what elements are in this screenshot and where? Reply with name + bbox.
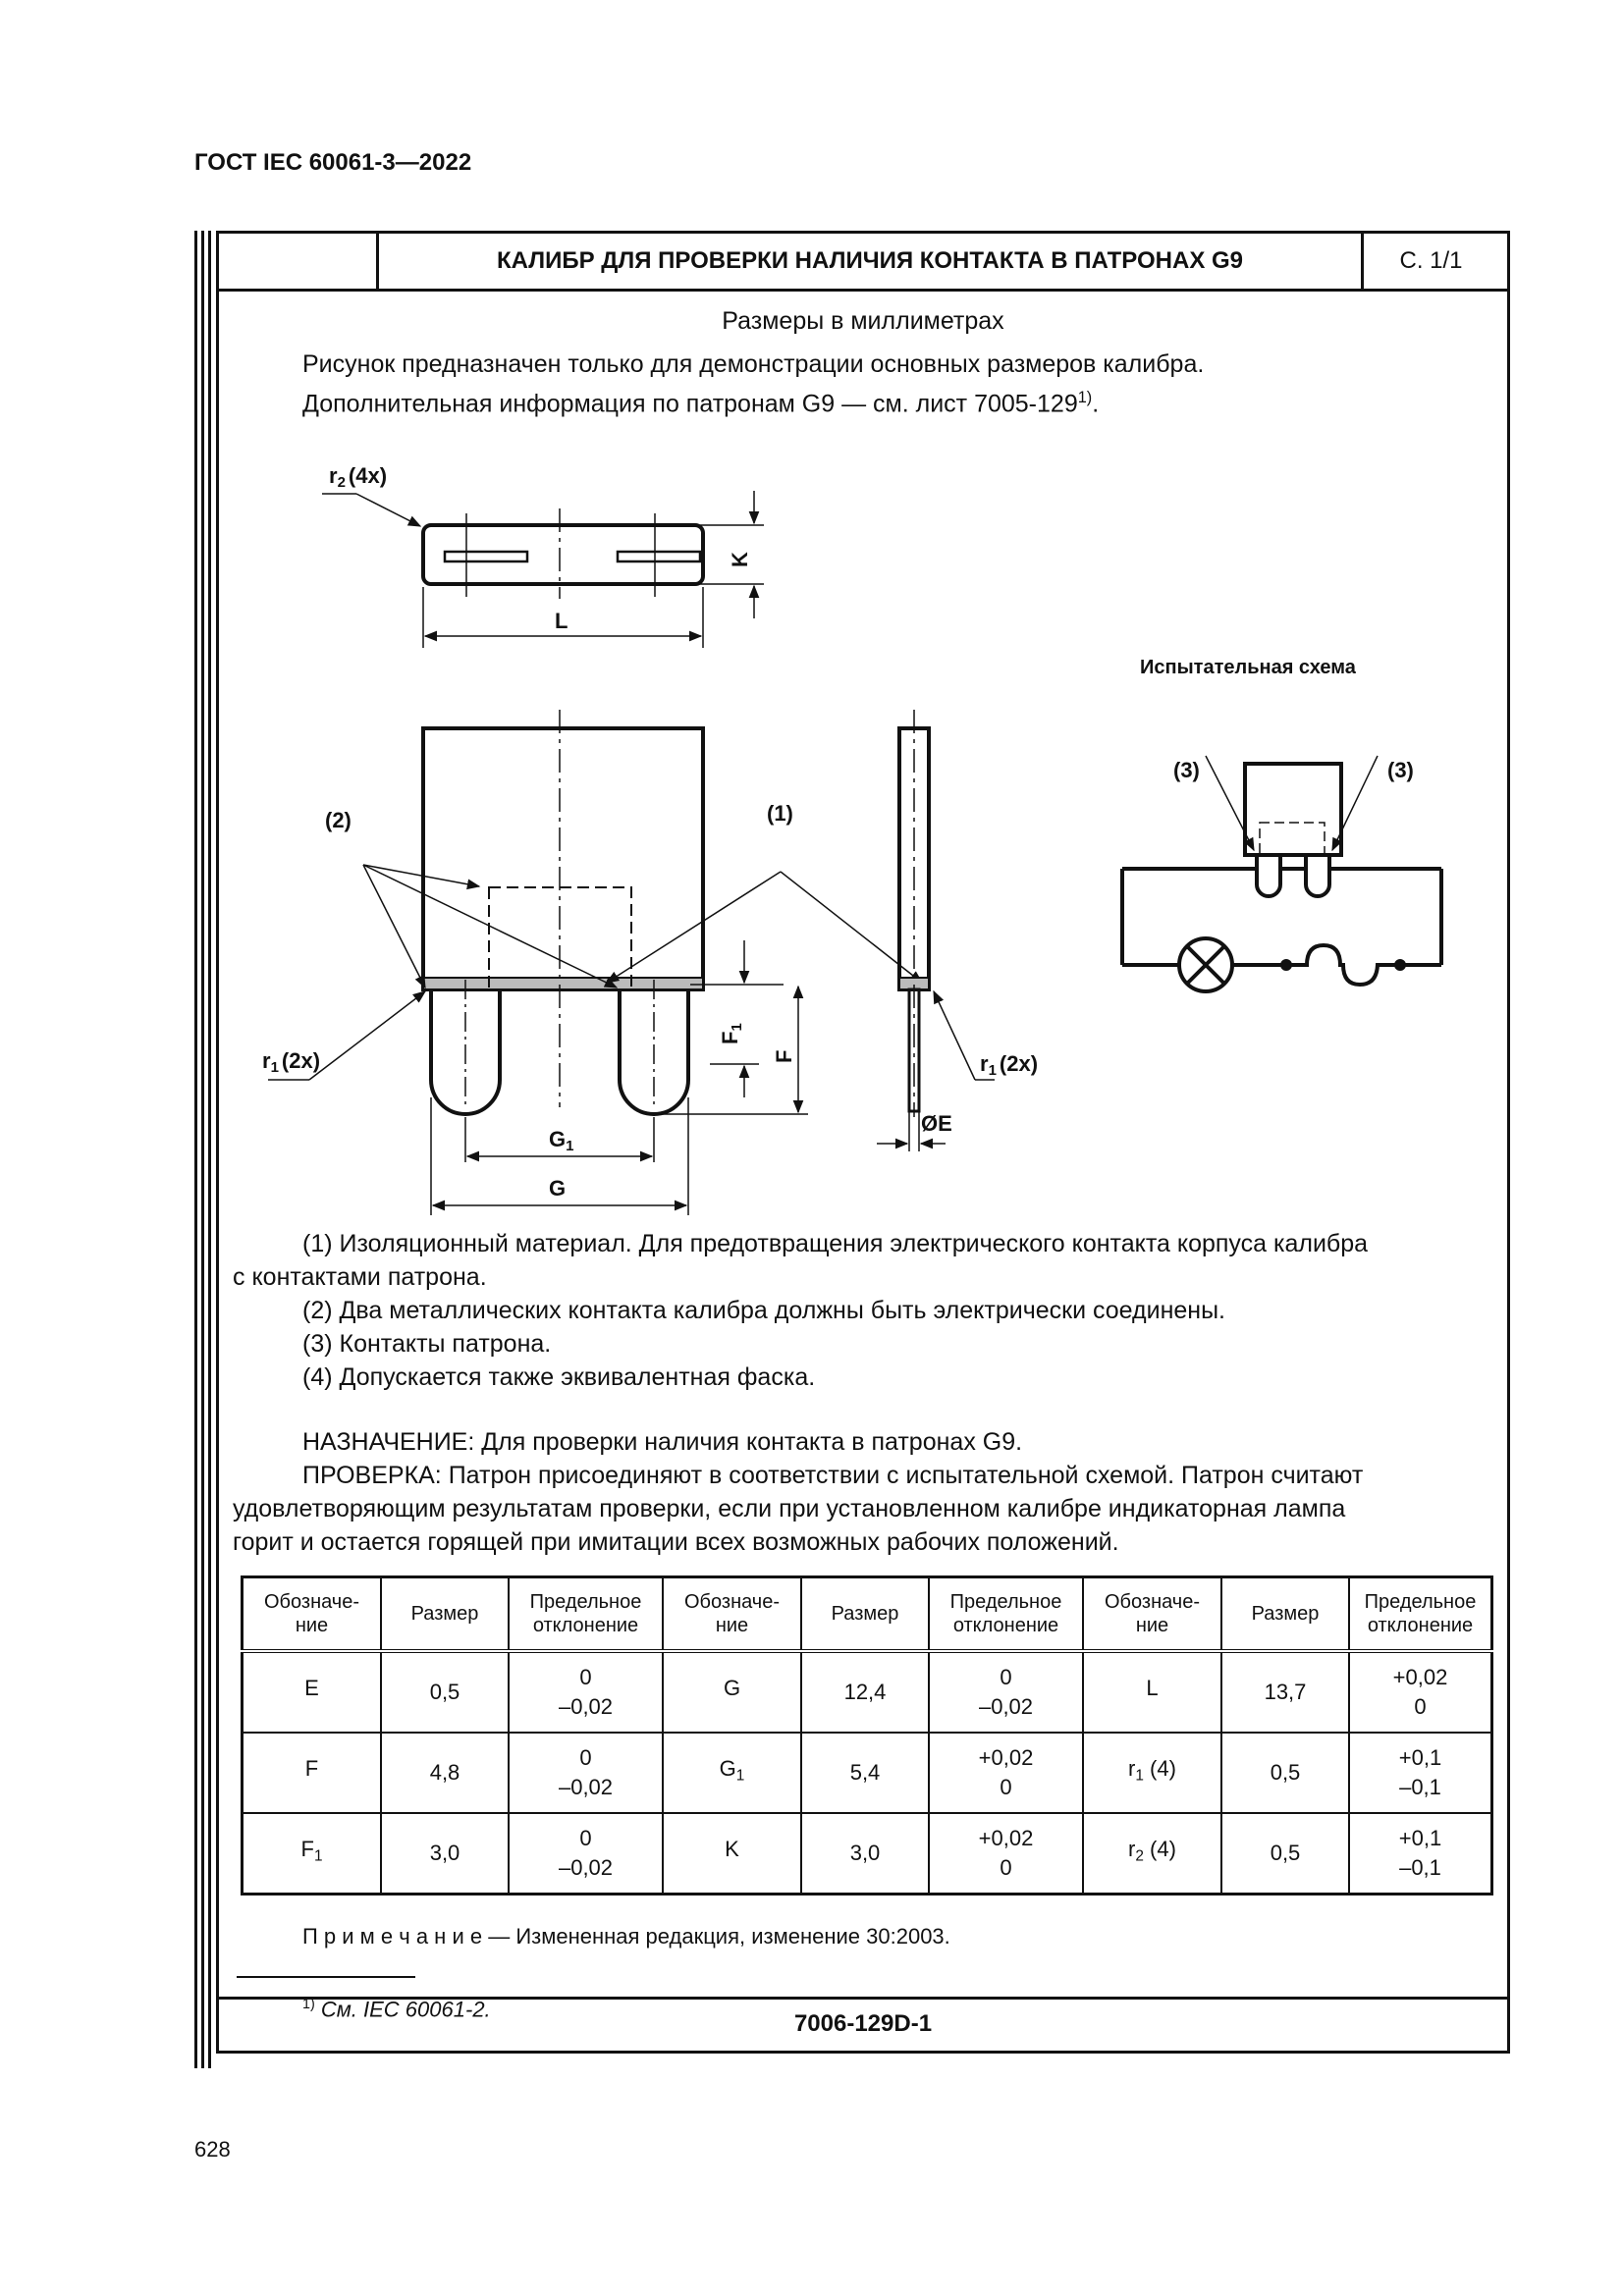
footnote-mark: 1) bbox=[302, 1997, 315, 2012]
cell-deviation: 0 –0,02 bbox=[929, 1651, 1083, 1733]
header-size: Размер bbox=[410, 1603, 479, 1625]
footnote-mark: 1) bbox=[1077, 389, 1093, 406]
cell-size: 0,5 bbox=[1221, 1813, 1349, 1895]
sheet-number: 7006-129D-1 bbox=[219, 1997, 1507, 2051]
label-r2: r2 (4x) bbox=[329, 463, 388, 491]
cell-deviation: +0,1 –0,1 bbox=[1349, 1733, 1492, 1813]
header-deviation: Предельное отклонение bbox=[949, 1591, 1062, 1636]
note-4: (4) Допускается также эквивалентная фаска. bbox=[302, 1363, 816, 1391]
col-header bbox=[801, 1577, 929, 1652]
col-header bbox=[1349, 1577, 1492, 1652]
label-r1: r1 (2x) bbox=[262, 1048, 321, 1076]
cell-deviation: 0 –0,02 bbox=[509, 1651, 663, 1733]
cell-designation: $G_1$ bbox=[663, 1733, 801, 1813]
cell-size: 4,8 bbox=[381, 1733, 509, 1813]
footnote-text: См. IEC 60061-2. bbox=[314, 1997, 491, 2022]
cell-size: 12,4 bbox=[801, 1651, 929, 1733]
col-header bbox=[509, 1577, 663, 1652]
scheme-contact bbox=[1306, 855, 1329, 896]
cell-size: 5,4 bbox=[801, 1733, 929, 1813]
cell-designation: $r_1$ (4) bbox=[1083, 1733, 1221, 1813]
standard-sheet bbox=[216, 231, 1510, 2054]
top-view-slot bbox=[618, 552, 700, 561]
cell-size: 3,0 bbox=[801, 1813, 929, 1895]
front-view-body bbox=[423, 728, 703, 989]
intro-line: Дополнительная информация по патронам G9 — см. лист 7005-129$^{1)}$. bbox=[302, 389, 1100, 418]
header-designation: Обозначе- ние bbox=[1104, 1591, 1200, 1636]
col-header bbox=[381, 1577, 509, 1652]
label-G: G bbox=[549, 1176, 567, 1201]
label-F1: F1 bbox=[718, 1023, 745, 1044]
cell-deviation: 0 –0,02 bbox=[509, 1813, 663, 1895]
cell-deviation: +0,1 –0,1 bbox=[1349, 1813, 1492, 1895]
power-source-icon bbox=[1291, 945, 1397, 985]
intro-line: Рисунок предназначен только для демонстрации основных размеров калибра. bbox=[302, 350, 1205, 378]
cell-designation: K bbox=[663, 1813, 801, 1895]
label-K: K bbox=[728, 552, 752, 567]
label-G1: G1 bbox=[549, 1127, 574, 1154]
page-number: 628 bbox=[194, 2137, 231, 2162]
label-F: F bbox=[772, 1049, 796, 1063]
table-header-row bbox=[243, 1577, 1492, 1652]
check-text: ПРОВЕРКА: Патрон присоединяют в соответствии с испытательной схемой. Патрон считают bbox=[302, 1462, 1364, 1489]
header-deviation: Предельное отклонение bbox=[529, 1591, 642, 1636]
callout-3: (3) bbox=[1387, 758, 1414, 782]
border-rule bbox=[194, 231, 197, 2068]
header-deviation: Предельное отклонение bbox=[1364, 1591, 1477, 1636]
callout-1: (1) bbox=[767, 801, 793, 826]
dimensions-table bbox=[241, 1575, 1493, 1896]
header-designation: Обозначе- ние bbox=[683, 1591, 780, 1636]
col-header bbox=[1221, 1577, 1349, 1652]
table-row bbox=[243, 1733, 1492, 1813]
cell-designation: G bbox=[663, 1651, 801, 1733]
label-L: L bbox=[555, 609, 568, 633]
callout-3: (3) bbox=[1173, 758, 1200, 782]
header-size: Размер bbox=[1251, 1603, 1320, 1625]
label-E: ØE bbox=[921, 1111, 952, 1136]
cell-size: 3,0 bbox=[381, 1813, 509, 1895]
col-header bbox=[663, 1577, 801, 1652]
top-view-body bbox=[423, 525, 703, 584]
label-r1: r1 (2x) bbox=[980, 1051, 1039, 1079]
check-text: удовлетворяющим результатам проверки, если при установленном калибре индикаторная лампа bbox=[233, 1495, 1346, 1522]
remark-label: П р и м е ч а н и е bbox=[302, 1924, 483, 1949]
check-text: горит и остается горящей при имитации всех возможных рабочих положений. bbox=[233, 1528, 1119, 1556]
cell-deviation: +0,02 0 bbox=[929, 1733, 1083, 1813]
remark-text: — Измененная редакция, изменение 30:2003. bbox=[482, 1924, 950, 1949]
cell-designation: L bbox=[1083, 1651, 1221, 1733]
top-view-slot bbox=[445, 552, 527, 561]
table-row bbox=[243, 1813, 1492, 1895]
table-row bbox=[243, 1651, 1492, 1733]
header-designation: Обозначе- ние bbox=[263, 1591, 359, 1636]
col-header bbox=[929, 1577, 1083, 1652]
note-1: (1) Изоляционный материал. Для предотвращения электрического контакта корпуса калибра bbox=[302, 1230, 1369, 1257]
cell-designation: $r_2$ (4) bbox=[1083, 1813, 1221, 1895]
border-rule bbox=[208, 231, 211, 2068]
sheet-title: КАЛИБР ДЛЯ ПРОВЕРКИ НАЛИЧИЯ КОНТАКТА В ПАТРОНАХ G9 bbox=[376, 234, 1364, 289]
cell-size: 0,5 bbox=[1221, 1733, 1349, 1813]
note-1-cont: с контактами патрона. bbox=[233, 1263, 487, 1291]
footnote-separator bbox=[237, 1976, 415, 1978]
header-size: Размер bbox=[831, 1603, 899, 1625]
units-note: Размеры в миллиметрах bbox=[722, 307, 1004, 335]
test-scheme-title: Испытательная схема bbox=[1140, 657, 1356, 678]
col-header bbox=[1083, 1577, 1221, 1652]
purpose-text: НАЗНАЧЕНИЕ: Для проверки наличия контакта в патронах G9. bbox=[302, 1428, 1023, 1456]
cell-size: 0,5 bbox=[381, 1651, 509, 1733]
sheet-page: С. 1/1 bbox=[1399, 247, 1463, 274]
cell-deviation: +0,02 0 bbox=[929, 1813, 1083, 1895]
cell-deviation: 0 –0,02 bbox=[509, 1733, 663, 1813]
scheme-gauge bbox=[1245, 764, 1341, 855]
intro-text: Дополнительная информация по патронам G9 — см. лист 7005-129 bbox=[302, 390, 1078, 418]
col-header bbox=[243, 1577, 382, 1652]
callout-2: (2) bbox=[325, 808, 352, 832]
cell-designation: $F_1$ bbox=[243, 1813, 382, 1895]
note-3: (3) Контакты патрона. bbox=[302, 1330, 552, 1358]
cell-deviation: +0,02 0 bbox=[1349, 1651, 1492, 1733]
scheme-contact bbox=[1257, 855, 1280, 896]
cell-designation: E bbox=[243, 1651, 382, 1733]
remark bbox=[302, 1920, 950, 1953]
cell-size: 13,7 bbox=[1221, 1651, 1349, 1733]
border-rule bbox=[201, 231, 204, 2068]
cell-designation: F bbox=[243, 1733, 382, 1813]
document-code: ГОСТ IEC 60061-3—2022 bbox=[194, 149, 472, 176]
note-2: (2) Два металлических контакта калибра должны быть электрически соединены. bbox=[302, 1297, 1226, 1324]
